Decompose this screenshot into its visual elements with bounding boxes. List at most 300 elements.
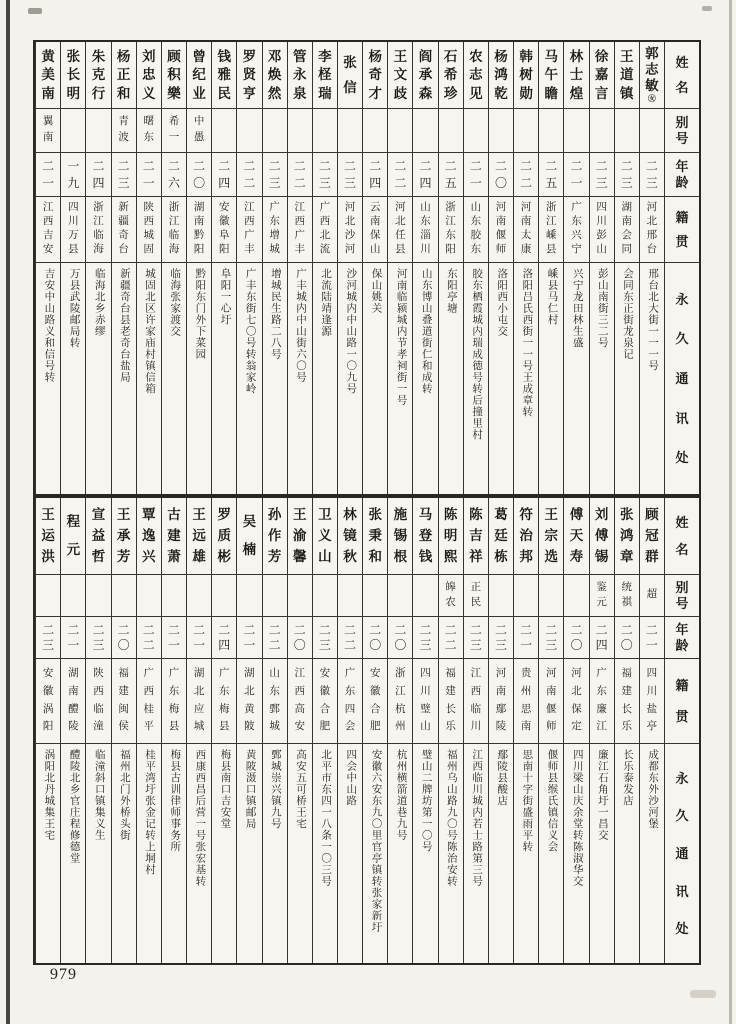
person-alias	[413, 109, 437, 153]
person-address: 鄢陵县酸店	[496, 749, 508, 807]
header-name: 姓 名	[665, 498, 699, 575]
person-native: 山 东 淄 川	[413, 197, 437, 263]
person-native: 云 南 保 山	[363, 197, 387, 263]
person-name: 黄 美 南	[36, 42, 60, 109]
person-address: 洛阳吕氏西街一一号王成章转	[521, 268, 533, 418]
person-age: 二 三	[112, 153, 136, 197]
person-native: 河 南 偃 师	[489, 197, 513, 263]
person-column	[488, 42, 513, 494]
directory-table-bottom	[33, 496, 701, 965]
person-native: 四 川 彭 山	[590, 197, 614, 263]
person-native: 浙 江 杭 州	[388, 659, 412, 744]
scan-right-edge-shadow	[729, 0, 732, 1024]
person-column	[111, 498, 136, 963]
scan-smudge	[28, 8, 42, 14]
person-name: 农 志 见	[464, 42, 488, 109]
person-address: 高安五可桥王宅	[294, 749, 306, 830]
directory-table-top	[33, 40, 701, 496]
person-name: 徐 嘉 言	[590, 42, 614, 109]
person-column	[639, 498, 664, 963]
person-native: 广 东 梅 县	[212, 659, 236, 744]
person-address: 兴宁龙田林生盛	[571, 268, 583, 349]
person-native: 新 疆 奇 台	[112, 197, 136, 263]
person-address: 桂平湾圩张金记转上垌村	[144, 749, 156, 876]
person-column	[438, 498, 463, 963]
person-name: 陈 明 熙	[439, 498, 463, 575]
person-age: 二 二	[338, 617, 362, 659]
person-column	[589, 42, 614, 494]
person-address: 安徽六安东九〇里官亭镇转张家新圩	[370, 749, 382, 933]
person-address: 胶东栖霞城内瑞成德号转后撞里村	[471, 268, 483, 441]
person-column	[161, 498, 186, 963]
person-native: 江 西 临 川	[464, 659, 488, 744]
person-alias	[237, 575, 261, 617]
person-age: 二 一	[187, 617, 211, 659]
person-column	[614, 42, 639, 494]
person-address: 黔阳东门外下菜园	[194, 268, 206, 360]
person-name: 孙 作 芳	[263, 498, 287, 575]
person-alias	[439, 109, 463, 153]
person-address: 新疆奇台县老奇台盐局	[118, 268, 130, 383]
person-column	[186, 42, 211, 494]
person-column	[563, 42, 588, 494]
person-alias: 正 民	[464, 575, 488, 617]
person-age: 二 三	[36, 617, 60, 659]
person-alias	[162, 575, 186, 617]
person-native: 湖 北 黄 陂	[237, 659, 261, 744]
person-age: 二 〇	[187, 153, 211, 197]
person-alias	[212, 109, 236, 153]
person-column	[60, 42, 85, 494]
person-address: 醴陵北乡官庄程修德堂	[68, 749, 80, 864]
person-name: 管 永 泉	[288, 42, 312, 109]
female-mark: ㊛	[648, 94, 656, 104]
person-address: 增城民生路二八号	[269, 268, 281, 360]
person-age: 二 一	[564, 153, 588, 197]
header-alias: 别 号	[665, 109, 699, 153]
person-name: 罗 贤 亨	[237, 42, 261, 109]
person-column	[438, 42, 463, 494]
person-column	[412, 42, 437, 494]
person-column	[312, 42, 337, 494]
person-address: 黄陂滠口镇邮局	[244, 749, 256, 830]
person-address: 嵊县马仁村	[546, 268, 558, 326]
person-native: 江 西 广 丰	[237, 197, 261, 263]
person-alias	[61, 109, 85, 153]
person-name: 覃 逸 兴	[137, 498, 161, 575]
person-column	[513, 498, 538, 963]
person-name: 邓 焕 然	[263, 42, 287, 109]
person-age: 二 四	[212, 617, 236, 659]
person-native: 河 北 邢 台	[640, 197, 664, 263]
person-column	[614, 498, 639, 963]
person-native: 安 徽 阜 阳	[212, 197, 236, 263]
person-column	[111, 42, 136, 494]
person-age: 二 四	[363, 153, 387, 197]
person-column	[412, 498, 437, 963]
person-name: 杨 鸿 乾	[489, 42, 513, 109]
person-age: 二 一	[137, 153, 161, 197]
person-address: 会同东正街龙泉记	[622, 268, 634, 360]
person-age: 二 三	[615, 153, 639, 197]
header-age: 年 龄	[665, 617, 699, 659]
person-alias	[288, 575, 312, 617]
person-age: 二 三	[489, 617, 513, 659]
person-alias	[615, 109, 639, 153]
person-address: 东阳亭塘	[445, 268, 457, 314]
person-native: 浙 江 嵊 县	[539, 197, 563, 263]
person-native: 贵 州 思 南	[514, 659, 538, 744]
person-age: 二 一	[36, 153, 60, 197]
person-address: 西康西昌后营一号张宏基转	[194, 749, 206, 887]
header-age: 年 龄	[665, 153, 699, 197]
person-age: 二 五	[439, 153, 463, 197]
person-name: 刘 傅 锡	[590, 498, 614, 575]
person-native: 广 东 梅 县	[162, 659, 186, 744]
person-native: 陕 西 城 固	[137, 197, 161, 263]
person-column	[463, 498, 488, 963]
person-column	[488, 498, 513, 963]
person-column	[262, 498, 287, 963]
person-alias	[263, 575, 287, 617]
person-native: 河 南 鄢 陵	[489, 659, 513, 744]
page-number: 979	[50, 966, 77, 983]
person-column	[589, 498, 614, 963]
person-address: 四会中山路	[345, 749, 357, 807]
person-alias	[187, 575, 211, 617]
person-native: 江 西 广 丰	[288, 197, 312, 263]
person-age: 二 〇	[615, 617, 639, 659]
header-native: 籍 贯	[665, 197, 699, 263]
person-alias	[590, 109, 614, 153]
person-native: 河 北 保 定	[564, 659, 588, 744]
person-native: 湖 南 醴 陵	[61, 659, 85, 744]
person-native: 浙 江 东 阳	[439, 197, 463, 263]
person-name: 顾 冠 群	[640, 498, 664, 575]
person-native: 四 川 万 县	[61, 197, 85, 263]
person-alias	[363, 109, 387, 153]
person-alias	[288, 109, 312, 153]
person-name: 吴 楠	[237, 498, 261, 575]
person-age: 二 三	[590, 153, 614, 197]
person-column	[639, 42, 664, 494]
person-address: 万县武陵邮局转	[68, 268, 80, 349]
person-native: 安 徽 合 肥	[363, 659, 387, 744]
person-address: 沙河城内中山路一〇九号	[345, 268, 357, 395]
person-name: 张 秉 和	[363, 498, 387, 575]
person-address: 江西临川城内若士路第三号	[471, 749, 483, 887]
person-address: 梅县古训律师事务所	[169, 749, 181, 853]
person-column	[463, 42, 488, 494]
person-native: 江 西 高 安	[288, 659, 312, 744]
person-column	[211, 498, 236, 963]
person-address: 临潼斜口镇集义生	[93, 749, 105, 841]
person-native: 山 东 胶 东	[464, 197, 488, 263]
person-alias	[514, 109, 538, 153]
person-name: 马 登 钱	[413, 498, 437, 575]
person-name: 张 鸿 章	[615, 498, 639, 575]
person-alias	[464, 109, 488, 153]
person-age: 二 三	[413, 617, 437, 659]
person-age: 二 一	[237, 617, 261, 659]
person-native: 四 川 盐 亭	[640, 659, 664, 744]
person-native: 广 东 四 会	[338, 659, 362, 744]
person-address: 杭州横箭道巷九号	[395, 749, 407, 841]
person-name: 杨 奇 才	[363, 42, 387, 109]
person-age: 二 四	[590, 617, 614, 659]
person-column	[387, 42, 412, 494]
person-column	[563, 498, 588, 963]
person-alias	[86, 109, 110, 153]
person-address: 四川梁山庆余堂转陈淑华交	[571, 749, 583, 887]
person-address: 临海张家渡交	[169, 268, 181, 337]
person-column	[362, 498, 387, 963]
person-alias	[514, 575, 538, 617]
person-age: 二 一	[640, 617, 664, 659]
person-age: 二 三	[640, 153, 664, 197]
person-alias	[564, 109, 588, 153]
person-alias: 超	[640, 575, 664, 617]
person-address: 河南临颍城内节孝祠街一号	[395, 268, 407, 406]
person-column	[60, 498, 85, 963]
person-address: 梅县南口吉安堂	[219, 749, 231, 830]
person-native: 河 北 沙 河	[338, 197, 362, 263]
person-alias	[212, 575, 236, 617]
person-age: 二 三	[263, 153, 287, 197]
person-name: 罗 质 彬	[212, 498, 236, 575]
person-column	[161, 42, 186, 494]
person-alias: 鉴 元	[590, 575, 614, 617]
person-alias	[338, 109, 362, 153]
person-address: 吉安中山路义和信号转	[43, 268, 55, 383]
person-native: 福 建 闽 侯	[112, 659, 136, 744]
person-native: 湖 南 会 同	[615, 197, 639, 263]
person-age: 二 二	[388, 153, 412, 197]
header-name: 姓 名	[665, 42, 699, 109]
person-age: 二 〇	[489, 153, 513, 197]
person-alias	[640, 109, 664, 153]
person-column	[312, 498, 337, 963]
person-alias: 曙 东	[137, 109, 161, 153]
person-address: 偃师县缑氏镇信义会	[546, 749, 558, 853]
person-age: 二 〇	[112, 617, 136, 659]
person-name: 石 希 珍	[439, 42, 463, 109]
scan-left-edge-shadow	[6, 0, 10, 1024]
person-alias	[489, 575, 513, 617]
person-column	[538, 42, 563, 494]
person-native: 广 西 北 流	[313, 197, 337, 263]
person-alias	[313, 575, 337, 617]
person-name: 符 治 邦	[514, 498, 538, 575]
person-address: 鄄城崇兴镇九号	[269, 749, 281, 830]
person-alias	[86, 575, 110, 617]
person-address: 广丰东街七〇号转翁家岭	[244, 268, 256, 395]
person-age: 二 四	[413, 153, 437, 197]
person-age: 二 〇	[288, 617, 312, 659]
person-name: 杨 正 和	[112, 42, 136, 109]
person-age: 二 三	[313, 153, 337, 197]
person-age: 二 五	[539, 153, 563, 197]
person-name: 韩 树 勋	[514, 42, 538, 109]
header-native: 籍 贯	[665, 659, 699, 744]
person-address: 福州北门外桥头街	[118, 749, 130, 841]
person-address: 长乐泰发店	[622, 749, 634, 807]
person-column	[513, 42, 538, 494]
person-column	[287, 498, 312, 963]
person-address: 璧山二牌坊第一〇号	[420, 749, 432, 853]
person-age: 二 一	[61, 617, 85, 659]
person-name: 林 镜 秋	[338, 498, 362, 575]
person-alias	[313, 109, 337, 153]
person-age: 二 三	[338, 153, 362, 197]
person-name: 张 长 明	[61, 42, 85, 109]
person-column	[236, 498, 261, 963]
person-address: 邢台北大街一一一号	[647, 268, 659, 372]
person-native: 安 徽 合 肥	[313, 659, 337, 744]
person-alias	[363, 575, 387, 617]
person-alias: 中 愚	[187, 109, 211, 153]
person-native: 四 川 璧 山	[413, 659, 437, 744]
person-column	[287, 42, 312, 494]
person-name: 张 信	[338, 42, 362, 109]
person-address: 阜阳一心圩	[219, 268, 231, 326]
person-age: 二 一	[162, 617, 186, 659]
person-native: 浙 江 临 海	[162, 197, 186, 263]
person-address: 彭山南街三二号	[596, 268, 608, 349]
person-name: 阎 承 森	[413, 42, 437, 109]
person-column	[538, 498, 563, 963]
person-column	[362, 42, 387, 494]
person-address: 福州乌山路九〇号陈治安转	[445, 749, 457, 887]
person-alias	[539, 109, 563, 153]
person-native: 山 东 鄄 城	[263, 659, 287, 744]
person-column	[35, 42, 60, 494]
person-name: 古 建 萧	[162, 498, 186, 575]
person-native: 安 徽 涡 阳	[36, 659, 60, 744]
person-native: 湖 北 应 城	[187, 659, 211, 744]
person-native: 福 建 长 乐	[439, 659, 463, 744]
header-column	[664, 498, 699, 963]
person-native: 河 南 偃 师	[539, 659, 563, 744]
scan-smudge	[690, 990, 716, 998]
person-column	[136, 42, 161, 494]
person-address: 城固北区许家庙村镇信箱	[144, 268, 156, 395]
person-name: 朱 克 行	[86, 42, 110, 109]
person-age: 二 六	[162, 153, 186, 197]
person-name: 傅 天 寿	[564, 498, 588, 575]
person-name: 李 柽 瑞	[313, 42, 337, 109]
person-age: 二 三	[464, 617, 488, 659]
person-column	[85, 42, 110, 494]
person-address: 涡阳北丹城集王宅	[43, 749, 55, 841]
person-address: 思南十字街盛雨平转	[521, 749, 533, 853]
person-alias	[237, 109, 261, 153]
person-age: 二 三	[86, 617, 110, 659]
person-name: 郭 志 敏 ㊛	[640, 42, 664, 109]
person-name: 王 道 镇	[615, 42, 639, 109]
person-address: 洛阳西小屯交	[496, 268, 508, 337]
header-alias: 别 号	[665, 575, 699, 617]
person-alias: 翼 南	[36, 109, 60, 153]
person-alias: 希 一	[162, 109, 186, 153]
person-alias: 青 波	[112, 109, 136, 153]
person-name: 宣 益 哲	[86, 498, 110, 575]
person-column	[262, 42, 287, 494]
person-alias	[338, 575, 362, 617]
person-column	[35, 498, 60, 963]
person-address: 北流陆靖逢源	[320, 268, 332, 337]
person-native: 浙 江 临 海	[86, 197, 110, 263]
person-age: 二 〇	[388, 617, 412, 659]
person-native: 广 东 廉 江	[590, 659, 614, 744]
person-age: 二 二	[439, 617, 463, 659]
person-native: 广 东 兴 宁	[564, 197, 588, 263]
person-age: 二 二	[237, 153, 261, 197]
person-name: 曾 纪 业	[187, 42, 211, 109]
header-address: 永 久 通 讯 处	[675, 770, 689, 937]
person-column	[186, 498, 211, 963]
person-alias	[112, 575, 136, 617]
person-address: 临海北乡赤缪	[93, 268, 105, 337]
person-age: 二 四	[212, 153, 236, 197]
person-age: 二 一	[514, 617, 538, 659]
person-native: 湖 南 黔 阳	[187, 197, 211, 263]
person-column	[337, 42, 362, 494]
person-name: 王 渝 馨	[288, 498, 312, 575]
person-name: 王 远 雄	[187, 498, 211, 575]
person-age: 二 四	[86, 153, 110, 197]
person-column	[211, 42, 236, 494]
person-name: 王 承 芳	[112, 498, 136, 575]
person-age: 二 一	[464, 153, 488, 197]
header-column	[664, 42, 699, 494]
person-age: 二 〇	[363, 617, 387, 659]
person-age: 二 三	[539, 617, 563, 659]
person-address: 广丰城内中山街六〇号	[294, 268, 306, 383]
person-native: 河 北 任 县	[388, 197, 412, 263]
person-name: 钱 雅 民	[212, 42, 236, 109]
person-column	[387, 498, 412, 963]
person-alias	[489, 109, 513, 153]
person-native: 河 南 太 康	[514, 197, 538, 263]
person-native: 福 建 长 乐	[615, 659, 639, 744]
person-alias	[36, 575, 60, 617]
directory-tables	[33, 40, 701, 965]
person-alias: 皞 农	[439, 575, 463, 617]
person-address: 北平市东四一八条一〇三号	[320, 749, 332, 887]
person-address: 成都东外沙河堡	[647, 749, 659, 830]
person-name: 刘 忠 义	[137, 42, 161, 109]
person-alias	[539, 575, 563, 617]
person-native: 广 西 桂 平	[137, 659, 161, 744]
person-address: 廉江石角圩一昌交	[596, 749, 608, 841]
person-alias	[137, 575, 161, 617]
person-column	[337, 498, 362, 963]
header-address: 永 久 通 讯 处	[675, 291, 689, 466]
person-name: 林 士 煌	[564, 42, 588, 109]
person-name: 施 锡 根	[388, 498, 412, 575]
person-column	[136, 498, 161, 963]
person-name: 陈 吉 祥	[464, 498, 488, 575]
person-age: 二 二	[263, 617, 287, 659]
person-address: 保山姚关	[370, 268, 382, 314]
person-age: 二 二	[137, 617, 161, 659]
person-name: 程 元	[61, 498, 85, 575]
person-name: 王 文 歧	[388, 42, 412, 109]
person-native: 广 东 增 城	[263, 197, 287, 263]
person-name: 王 宗 选	[539, 498, 563, 575]
person-alias	[263, 109, 287, 153]
